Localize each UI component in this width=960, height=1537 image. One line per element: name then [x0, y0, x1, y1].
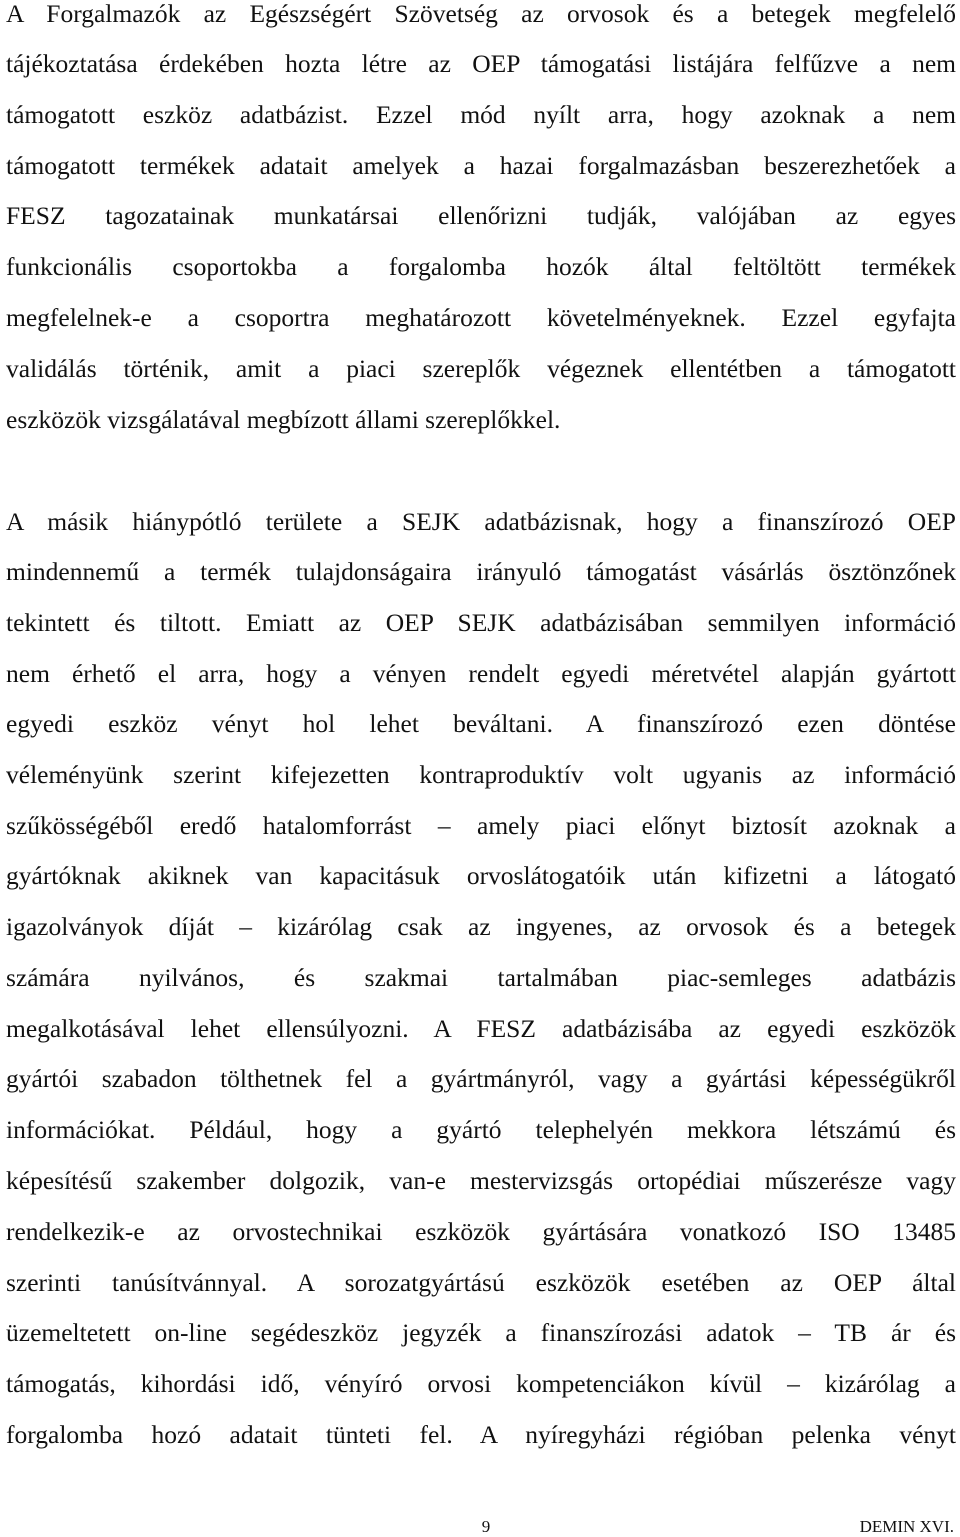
- text-line: validálás történik, amit a piaci szereplők végeznek ellentétben a támogatott: [6, 354, 956, 383]
- text-line: egyedi eszköz vényt hol lehet beváltani. A finanszírozó ezen döntése: [6, 709, 956, 738]
- text-line: tájékoztatása érdekében hozta létre az OEP támogatási listájára felfűzve a nem: [6, 49, 956, 78]
- text-line: funkcionális csoportokba a forgalomba hozók által feltöltött termékek: [6, 252, 956, 281]
- text-line: képesítésű szakember dolgozik, van-e mestervizsgás ortopédiai műszerésze vagy: [6, 1166, 956, 1195]
- page-number: 9: [481, 1517, 491, 1536]
- text-line: gyártói szabadon tölthetnek fel a gyártmányról, vagy a gyártási képességükről: [6, 1064, 956, 1093]
- text-line: A másik hiánypótló területe a SEJK adatbázisnak, hogy a finanszírozó OEP: [6, 507, 956, 536]
- text-line: gyártóknak akiknek van kapacitásuk orvoslátogatóik után kifizetni a látogató: [6, 861, 956, 890]
- text-line: tekintett és tiltott. Emiatt az OEP SEJK adatbázisában semmilyen információ: [6, 608, 956, 637]
- text-line: FESZ tagozatainak munkatársai ellenőrizni tudják, valójában az egyes: [6, 201, 956, 230]
- text-line: szerinti tanúsítvánnyal. A sorozatgyártású eszközök esetében az OEP által: [6, 1268, 956, 1297]
- text-line: információkat. Például, hogy a gyártó telephelyén mekkora létszámú és: [6, 1115, 956, 1144]
- text-line: megalkotásával lehet ellensúlyozni. A FESZ adatbázisába az egyedi eszközök: [6, 1014, 956, 1043]
- text-line: támogatott termékek adatait amelyek a hazai forgalmazásban beszerezhetőek a: [6, 151, 956, 180]
- text-line: támogatott eszköz adatbázist. Ezzel mód nyílt arra, hogy azoknak a nem: [6, 100, 956, 129]
- document-page: [6, 0, 956, 1537]
- text-line: számára nyilvános, és szakmai tartalmában piac-semleges adatbázis: [6, 963, 956, 992]
- text-line: igazolványok díját – kizárólag csak az ingyenes, az orvosok és a betegek: [6, 912, 956, 941]
- text-line: eszközök vizsgálatával megbízott állami szereplőkkel.: [6, 405, 561, 434]
- text-line: megfelelnek-e a csoportra meghatározott követelményeknek. Ezzel egyfajta: [6, 303, 956, 332]
- text-line: rendelkezik-e az orvostechnikai eszközök gyártására vonatkozó ISO 13485: [6, 1217, 956, 1246]
- text-line: A Forgalmazók az Egészségért Szövetség az orvosok és a betegek megfelelő: [6, 0, 956, 28]
- document-label: DEMIN XVI.: [859, 1517, 954, 1536]
- text-line: mindennemű a termék tulajdonságaira irányuló támogatást vásárlás ösztönzőnek: [6, 557, 956, 586]
- text-line: üzemeltetett on-line segédeszköz jegyzék a finanszírozási adatok – TB ár és: [6, 1318, 956, 1347]
- text-line: szűkösségéből eredő hatalomforrást – amely piaci előnyt biztosít azoknak a: [6, 811, 956, 840]
- text-line: nem érhető el arra, hogy a vényen rendelt egyedi méretvétel alapján gyártott: [6, 659, 956, 688]
- text-line: forgalomba hozó adatait tünteti fel. A nyíregyházi régióban pelenka vényt: [6, 1420, 956, 1449]
- text-line: támogatás, kihordási idő, vényíró orvosi kompetenciákon kívül – kizárólag a: [6, 1369, 956, 1398]
- text-line: véleményünk szerint kifejezetten kontraproduktív volt ugyanis az információ: [6, 760, 956, 789]
